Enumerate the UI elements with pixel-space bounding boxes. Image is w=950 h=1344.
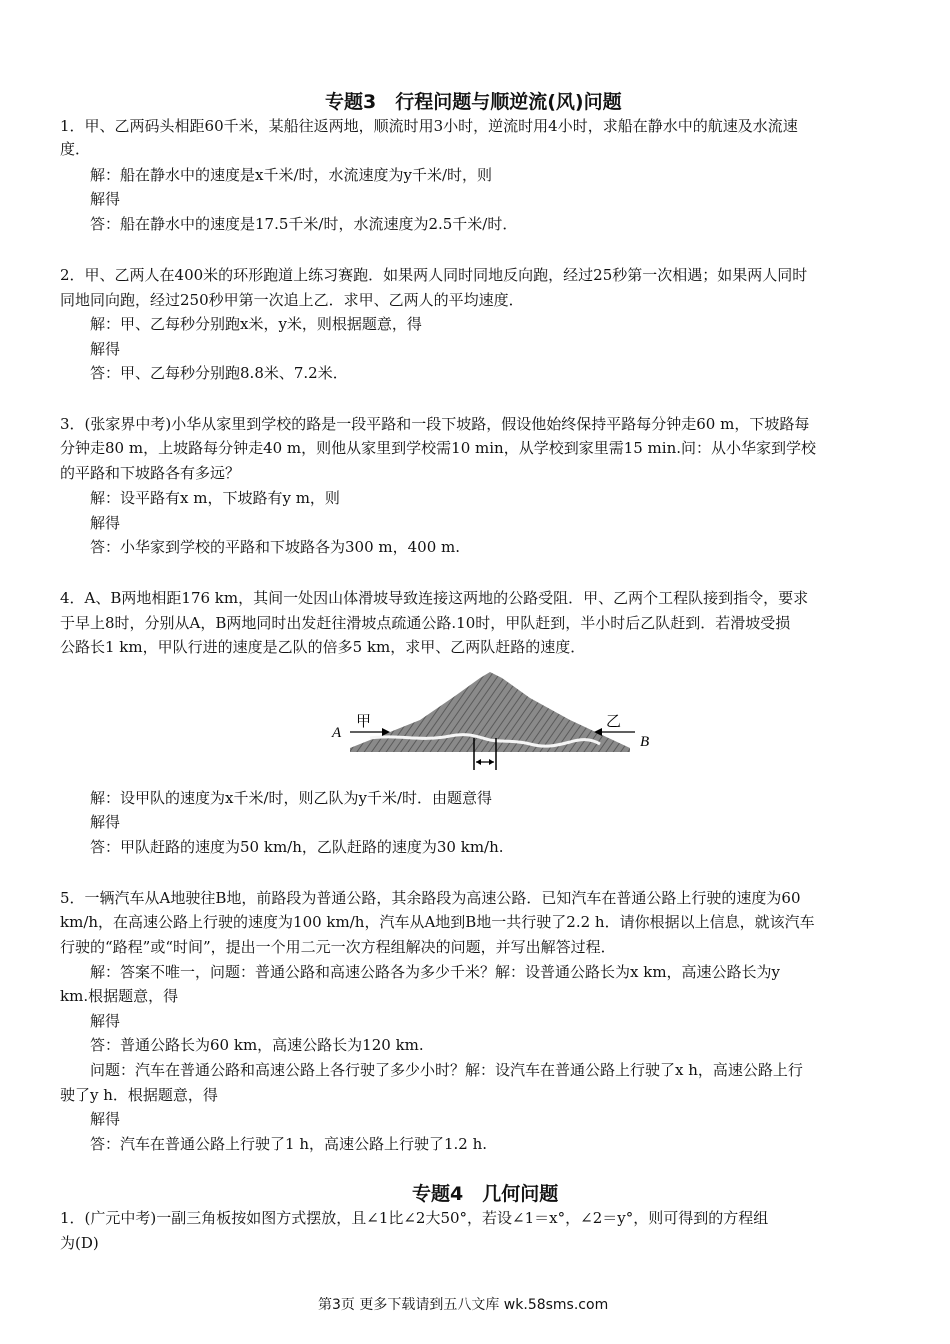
t4-q1-line2: 为(D) xyxy=(60,1234,99,1252)
q4-line2: 于早上8时，分别从A，B两地同时出发赶往滑坡点疏通公路.10时，甲队赶到，半小时后乙队赶到．若滑坡受损 xyxy=(60,614,791,632)
q2-solution: 解：甲、乙每秒分别跑x米，y米，则根据题意，得 xyxy=(90,315,422,333)
label-b: B xyxy=(640,734,650,750)
q3-line3: 的平路和下坡路各有多远？ xyxy=(60,464,241,482)
q4-jiede: 解得 xyxy=(90,813,121,831)
q5-jiede2: 解得 xyxy=(90,1110,121,1128)
q3-solution: 解：设平路有x m，下坡路有y m，则 xyxy=(90,489,340,507)
page-footer: 第3页 更多下载请到五八文库 wk.58sms.com xyxy=(318,1297,609,1313)
q3-line1: 3．(张家界中考)小华从家里到学校的路是一段平路和一段下坡路，假设他始终保持平路每分钟走60 m，下坡路每 xyxy=(60,415,810,433)
marker-arrow-left xyxy=(476,759,481,765)
q1-line2: 度． xyxy=(60,140,91,158)
q3-jiede: 解得 xyxy=(90,514,121,532)
q5-answer1: 答：普通公路长为60 km，高速公路长为120 km. xyxy=(90,1036,424,1054)
q5-line2: km/h，在高速公路上行驶的速度为100 km/h，汽车从A地到B地一共行驶了2.2 h．请你根据以上信息，就该汽车 xyxy=(60,913,815,931)
q5-solution1: 解：答案不唯一，问题：普通公路和高速公路各为多少千米？解：设普通公路长为x km，高速公路长为y xyxy=(90,963,781,981)
q2-line1: 2．甲、乙两人在400米的环形跑道上练习赛跑．如果两人同时同地反向跑，经过25秒第一次相遇；如果两人同时 xyxy=(60,266,808,284)
q4-answer: 答：甲队赶路的速度为50 km/h，乙队赶路的速度为30 km/h. xyxy=(90,838,504,856)
q4-line3: 公路长1 km，甲队行进的速度是乙队的倍多5 km，求甲、乙两队赶路的速度． xyxy=(60,638,586,656)
q4-line1: 4．A、B两地相距176 km，其间一处因山体滑坡导致连接这两地的公路受阻．甲、乙两个工程队接到指令，要求 xyxy=(60,589,809,607)
topic3-title: 专题3 行程问题与顺逆流(风)问题 xyxy=(325,91,622,113)
q2-line2: 同地同向跑，经过250秒甲第一次追上乙．求甲、乙两人的平均速度． xyxy=(60,291,524,309)
q3-line2: 分钟走80 m，上坡路每分钟走40 m，则他从家里到学校需10 min，从学校到家里需15 min.问：从小华家到学校 xyxy=(60,439,817,457)
label-a: A xyxy=(332,725,342,741)
q2-jiede: 解得 xyxy=(90,340,121,358)
mountain-figure xyxy=(330,664,660,776)
q5-line1: 5．一辆汽车从A地驶往B地，前路段为普通公路，其余路段为高速公路．已知汽车在普通公路上行驶的速度为60 xyxy=(60,889,801,907)
q1-answer: 答：船在静水中的速度是17.5千米/时，水流速度为2.5千米/时． xyxy=(90,215,518,233)
label-yi: 乙 xyxy=(606,714,622,730)
topic4-title: 专题4 几何问题 xyxy=(412,1183,559,1205)
q5-answer2: 答：汽车在普通公路上行驶了1 h，高速公路上行驶了1.2 h. xyxy=(90,1135,488,1153)
q3-answer: 答：小华家到学校的平路和下坡路各为300 m，400 m. xyxy=(90,538,461,556)
q5-line3: 行驶的“路程”或“时间”，提出一个用二元一次方程组解决的问题，并写出解答过程． xyxy=(60,938,616,956)
q1-line1: 1．甲、乙两码头相距60千米，某船往返两地，顺流时用3小时，逆流时用4小时，求船在静水中的航速及水流速 xyxy=(60,117,798,135)
q1-jiede: 解得 xyxy=(90,190,121,208)
marker-arrow-right xyxy=(489,759,494,765)
q5-solution2: 问题：汽车在普通公路和高速公路上各行驶了多少小时？解：设汽车在普通公路上行驶了x h，高速公路上行 xyxy=(90,1061,803,1079)
q5-solution1-cont: km.根据题意，得 xyxy=(60,987,179,1005)
label-jia: 甲 xyxy=(356,714,372,730)
q5-solution2-cont: 驶了y h．根据题意，得 xyxy=(60,1086,218,1104)
q5-jiede1: 解得 xyxy=(90,1012,121,1030)
q2-answer: 答：甲、乙每秒分别跑8.8米、7.2米． xyxy=(90,364,348,382)
q1-solution: 解：船在静水中的速度是x千米/时，水流速度为y千米/时，则 xyxy=(90,166,493,184)
q4-solution: 解：设甲队的速度为x千米/时，则乙队为y千米/时．由题意得 xyxy=(90,789,493,807)
t4-q1-line1: 1．(广元中考)一副三角板按如图方式摆放，且∠1比∠2大50°，若设∠1＝x°，∠2＝y°，则可得到的方程组 xyxy=(60,1209,769,1227)
mountain-diagram xyxy=(330,664,660,776)
